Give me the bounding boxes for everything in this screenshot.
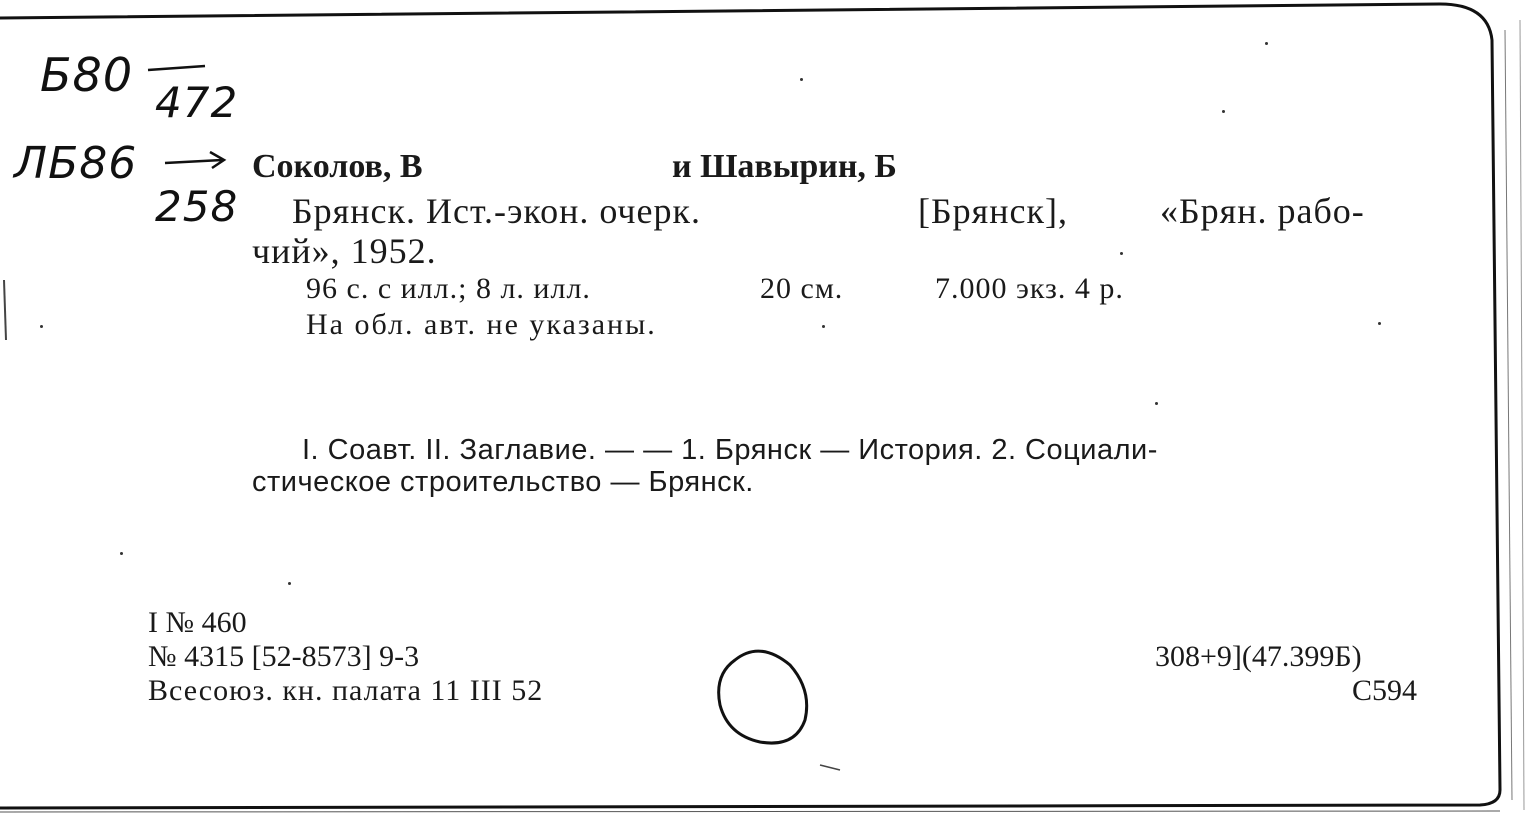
speck — [1265, 42, 1268, 45]
speck — [822, 325, 825, 328]
author-mark: С594 — [1352, 674, 1418, 707]
shelfmark-fraction: 472 — [155, 78, 239, 127]
speck — [288, 582, 291, 585]
title-line1-a: Брянск. Ист.-экон. очерк. — [292, 191, 701, 231]
speck — [1120, 252, 1123, 255]
note: На обл. авт. не указаны. — [306, 308, 657, 341]
footer-line3: Всесоюз. кн. палата 11 III 52 — [148, 674, 544, 707]
physical-copies-price: 7.000 экз. 4 р. — [935, 272, 1124, 305]
shelfmark-left: ЛБ86 — [14, 138, 138, 189]
speck — [120, 552, 123, 555]
fraction-line — [148, 66, 205, 70]
speck — [1222, 110, 1225, 113]
physical-size: 20 см. — [760, 272, 844, 305]
speck — [800, 78, 803, 81]
title-line1-b: [Брянск], — [918, 191, 1068, 231]
footer-line2: № 4315 [52-8573] 9-3 — [148, 640, 420, 673]
ink-loop — [719, 651, 807, 743]
author-first: Соколов, В — [252, 148, 423, 185]
title-line1-c: «Брян. рабо- — [1160, 191, 1365, 231]
classification: 308+9](47.399Б) — [1155, 640, 1362, 673]
title-line2: чий», 1952. — [252, 231, 437, 271]
shelfmark-top: Б80 — [40, 48, 134, 102]
speck — [40, 325, 43, 328]
shelfmark-number: 258 — [155, 182, 239, 231]
physical-pages: 96 с. с илл.; 8 л. илл. — [306, 272, 591, 305]
speck — [1378, 322, 1381, 325]
author-second: и Шавырин, Б — [672, 148, 897, 185]
footer-line1: I № 460 — [148, 606, 247, 639]
speck — [1155, 402, 1158, 405]
tracings-line2: стическое строительство — Брянск. — [252, 466, 754, 498]
arrow-mark — [165, 152, 224, 168]
tracings-line1: I. Соавт. II. Заглавие. — — 1. Брянск — История. 2. Социали- — [302, 434, 1158, 466]
